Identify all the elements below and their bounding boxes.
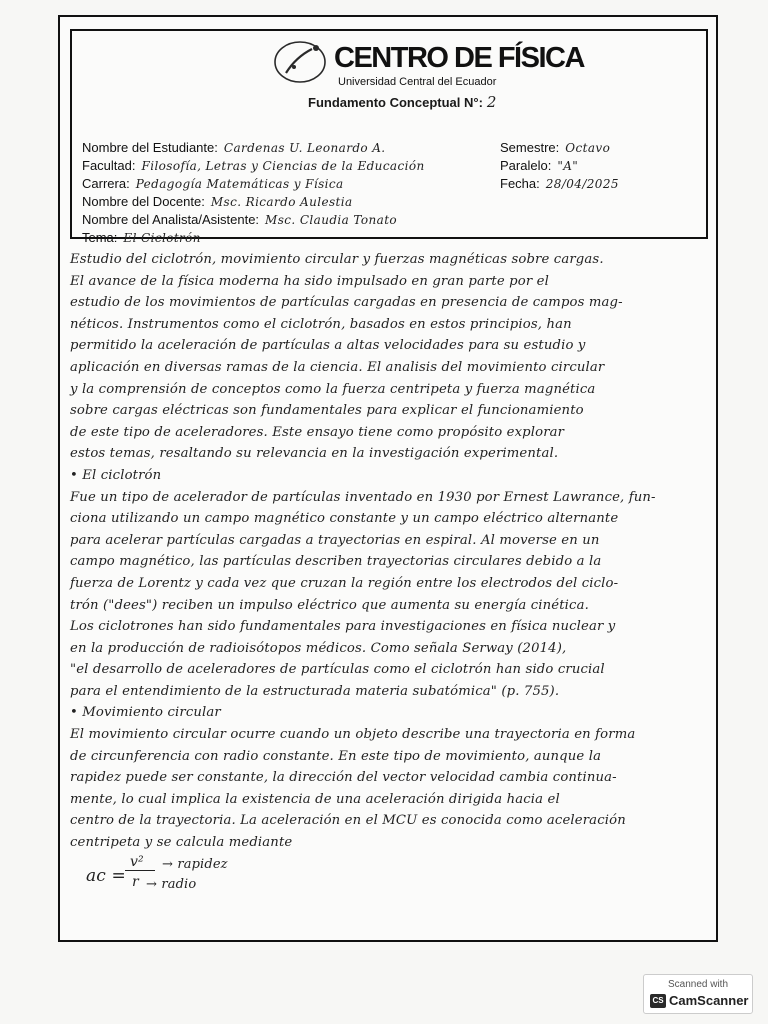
atom-logo-icon	[272, 39, 328, 85]
field-student	[82, 139, 425, 157]
field-value: Pedagogía Matemáticas y Física	[135, 177, 344, 191]
fraction-bar	[125, 870, 155, 871]
text-line: El avance de la física moderna ha sido impulsado en gran parte por el	[70, 273, 549, 289]
handwritten-body	[70, 249, 710, 900]
brand-subtitle: Universidad Central del Ecuador	[338, 76, 497, 88]
circular-motion-paragraph	[70, 724, 710, 854]
text-line: rapidez puede ser constante, la dirección del vector velocidad cambia continua-	[70, 770, 617, 786]
text-line: para el entendimiento de la estructurada materia subatómica" (p. 755).	[70, 683, 560, 699]
document-sheet	[58, 15, 718, 942]
field-label: Facultad:	[82, 158, 136, 173]
document-title	[308, 93, 497, 111]
centripetal-formula	[70, 853, 710, 900]
field-label: Fecha:	[500, 176, 540, 191]
text-line: Los ciclotrones han sido fundamentales para investigaciones en física nuclear y	[70, 619, 616, 635]
text-line: para acelerar partículas cargadas a trayectorias en espiral. Al moverse en un	[70, 532, 600, 548]
field-value: Msc. Ricardo Aulestia	[210, 195, 353, 209]
text-line: néticos. Instrumentos como el ciclotrón, basados en estos principios, han	[70, 316, 572, 332]
field-label: Paralelo:	[500, 158, 552, 173]
document-number: 2	[486, 93, 497, 111]
section-heading-cyclotron: • El ciclotrón	[70, 467, 162, 483]
scanner-caption: Scanned with	[667, 979, 729, 990]
text-line: "el desarrollo de aceleradores de partículas como el ciclotrón han sido crucial	[70, 662, 605, 678]
text-line: estudio de los movimientos de partículas cargadas en presencia de campos mag-	[70, 295, 623, 311]
text-line: mente, lo cual implica la existencia de una aceleración dirigida hacia el	[70, 791, 560, 807]
header-box	[70, 29, 708, 245]
text-line: sobre cargas eléctricas son fundamentales para explicar el funcionamiento	[70, 403, 584, 419]
text-line: trón ("dees") reciben un impulso eléctrico que aumenta su energía cinética.	[70, 597, 589, 613]
intro-paragraph	[70, 249, 710, 465]
formula-lhs: ac =	[86, 865, 126, 886]
field-value: 28/04/2025	[545, 177, 619, 191]
field-date	[500, 175, 619, 193]
text-line: centripeta y se calcula mediante	[70, 835, 293, 851]
camscanner-logo-icon: CS	[650, 994, 666, 1008]
field-label: Nombre del Analista/Asistente:	[82, 212, 260, 227]
formula-numerator: v²	[130, 853, 144, 870]
course-fields	[500, 139, 619, 193]
field-label: Carrera:	[82, 176, 130, 191]
field-parallel	[500, 157, 619, 175]
field-label: Nombre del Estudiante:	[82, 140, 218, 155]
brand-name: CENTRO DE FÍSICA	[334, 42, 584, 74]
text-line: en la producción de radioisótopos médicos. Como señala Serway (2014),	[70, 640, 567, 656]
field-semester	[500, 139, 619, 157]
text-line: Estudio del ciclotrón, movimiento circular y fuerzas magnéticas sobre cargas.	[70, 252, 604, 267]
field-label: Nombre del Docente:	[82, 194, 205, 209]
field-value: Cardenas U. Leonardo A.	[223, 141, 386, 155]
text-line: aplicación en diversas ramas de la ciencia. El analisis del movimiento circular	[70, 359, 605, 375]
text-line: estos temas, resaltando su relevancia en la investigación experimental.	[70, 446, 559, 462]
text-line: El movimiento circular ocurre cuando un objeto describe una trayectoria en forma	[70, 727, 636, 743]
text-line: ciona utilizando un campo magnético constante y un campo eléctrico alternante	[70, 511, 619, 527]
field-value: El Ciclotrón	[123, 231, 201, 245]
formula-denominator: r	[132, 873, 139, 890]
field-topic	[82, 229, 425, 247]
field-value: Octavo	[565, 141, 611, 155]
camscanner-badge	[643, 974, 753, 1014]
text-line: permitido la aceleración de partículas a altas velocidades para su estudio y	[70, 338, 586, 354]
field-label: Semestre:	[500, 140, 560, 155]
field-teacher	[82, 193, 425, 211]
text-line: Fue un tipo de acelerador de partículas inventado en 1930 por Ernest Lawrance, fun-	[70, 489, 656, 505]
field-faculty	[82, 157, 425, 175]
section-heading-circular-motion: • Movimiento circular	[70, 705, 221, 721]
field-career	[82, 175, 425, 193]
text-line: campo magnético, las partículas describen trayectorias circulares debido a la	[70, 554, 602, 570]
text-line: y la comprensión de conceptos como la fuerza centripeta y fuerza magnética	[70, 381, 596, 397]
scanner-app-name: CamScanner	[669, 993, 749, 1008]
text-line: fuerza de Lorentz y cada vez que cruzan la región entre los electrodos del ciclo-	[70, 575, 619, 591]
student-fields	[82, 139, 425, 247]
field-label: Tema:	[82, 230, 118, 245]
text-line: de circunferencia con radio constante. En este tipo de movimiento, aunque la	[70, 748, 602, 764]
field-analyst	[82, 211, 425, 229]
document-title-label: Fundamento Conceptual N°:	[308, 95, 483, 110]
formula-label-radius: → radio	[146, 876, 197, 892]
formula-label-speed: → rapidez	[162, 856, 228, 872]
cyclotron-paragraph	[70, 487, 710, 703]
field-value: Filosofía, Letras y Ciencias de la Educación	[141, 159, 425, 173]
text-line: de este tipo de aceleradores. Este ensayo tiene como propósito explorar	[70, 424, 565, 440]
field-value: "A"	[557, 159, 579, 173]
text-line: centro de la trayectoria. La aceleración en el MCU es conocida como aceleración	[70, 813, 626, 829]
field-value: Msc. Claudia Tonato	[265, 213, 398, 227]
